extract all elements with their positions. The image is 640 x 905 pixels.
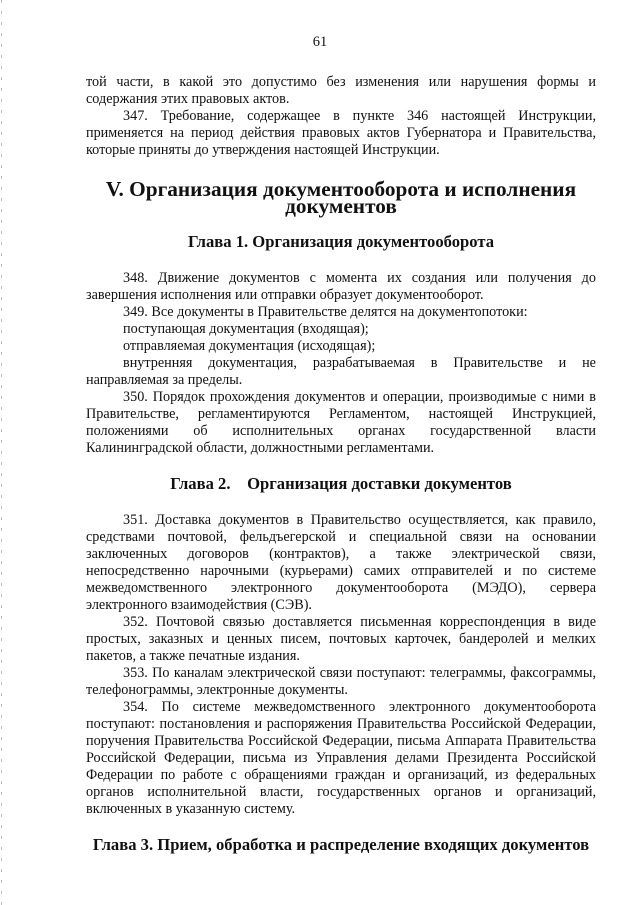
paragraph-353: 353. По каналам электрической связи поступают: телеграммы, факсограммы, телефонограммы, электронные документы. [86, 665, 596, 698]
paragraph-348: 348. Движение документов с момента их создания или получения до завершения исполнения или отправки образует документооборот. [86, 270, 596, 303]
list-item-outgoing: отправляемая документация (исходящая); [123, 338, 376, 354]
document-body [86, 74, 596, 853]
paragraph-345-continuation: той части, в какой это допустимо без изменения или нарушения формы и содержания этих правовых актов. [86, 74, 596, 107]
paragraph-352: 352. Почтовой связью доставляется письменная корреспонденция в виде простых, заказных и ценных писем, почтовых карточек, бандеролей и мелких пакетов, а также печатные издания. [86, 614, 596, 664]
paragraph-350: 350. Порядок прохождения документов и операции, производимые с ними в Правительстве, регламентируются Регламентом, настоящей Инструкцией, положениями об исполнительных органах государственной власти Калининградской области, должностными регламентами. [86, 389, 596, 456]
paragraph-347: 347. Требование, содержащее в пункте 346 настоящей Инструкции, применяется на период действия правовых актов Губернатора и Правительства, которые приняты до утверждения настоящей Инструкции. [86, 108, 596, 158]
scan-edge-marks [1, 0, 2, 905]
chapter-1-heading: Глава 1. Организация документооборота [187, 232, 495, 251]
paragraph-351: 351. Доставка документов в Правительство осуществляется, как правило, средствами почтовой, фельдъегерской и специальной связи на основании заключенных договоров (контрактов), а также электрической связи, непосредственно нарочными (курьерами) самих отправителей и по системе межведомственного электронного документооборота (МЭДО), сервера электронного взаимодействия (СЭВ). [86, 512, 596, 613]
page-number: 61 [312, 34, 328, 50]
chapter-3-heading: Глава 3. Прием, обработка и распределение входящих документов [92, 835, 590, 854]
paragraph-349: 349. Все документы в Правительстве делятся на документопотоки: [123, 304, 528, 320]
chapter-2-heading [86, 475, 596, 492]
paragraph-354: 354. По системе межведомственного электронного документооборота поступают: постановления и распоряжения Правительства Российской Федерации, поручения Правительства Российской Федерации, письма Аппарата Правительства Российской Федерации, письма из Управления делами Президента Российской Федерации по работе с обращениями граждан и организаций, из федеральных органов исполнительной власти, государственных органов и организаций, включенных в указанную систему. [86, 699, 596, 817]
section-v-heading: V. Организация документооборота и исполнения документов [105, 177, 577, 218]
chapter-2-title: Организация доставки документов [247, 474, 512, 493]
list-item-incoming: поступающая документация (входящая); [123, 321, 369, 337]
list-item-internal: внутренняя документация, разрабатываемая в Правительстве и не направляемая за пределы. [86, 355, 596, 388]
chapter-2-number: Глава 2. [170, 474, 231, 493]
